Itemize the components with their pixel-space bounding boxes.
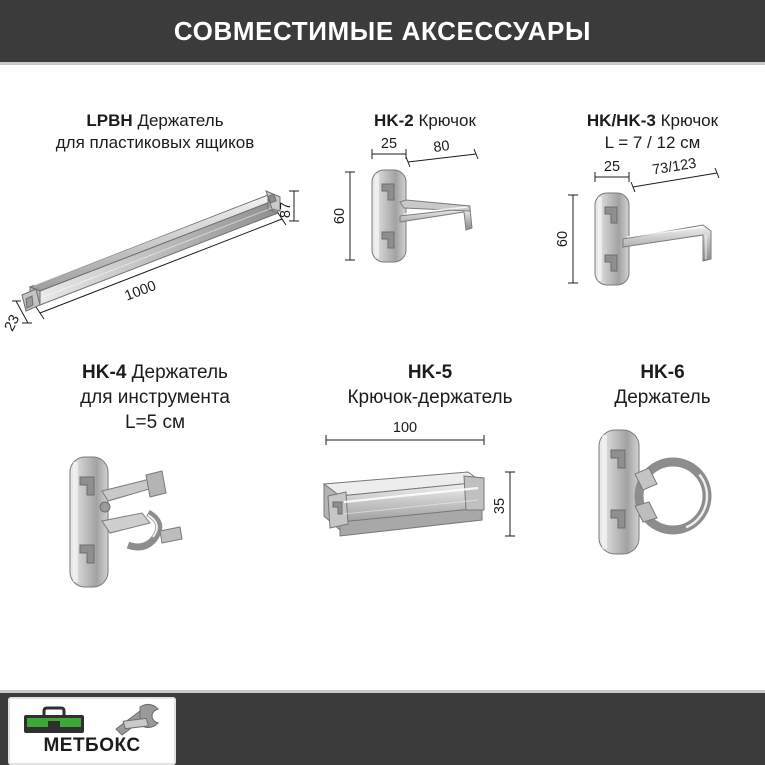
lpbh-illustration: [1, 155, 300, 345]
hk4-illustration: [10, 435, 300, 645]
accessory-caption: [10, 360, 300, 435]
dim-plate-height-label: 60: [332, 208, 348, 225]
accessory-code: HK-5: [407, 362, 453, 383]
page-header: [0, 0, 765, 62]
accessory-name: Держатель: [131, 362, 228, 383]
wrench-icon: [110, 703, 170, 737]
brand-logo: [8, 697, 176, 765]
accessory-card-hk6: [565, 360, 760, 680]
accessory-subtitle: для инструмента: [80, 387, 230, 409]
dim-height-label: 87: [278, 201, 294, 218]
accessory-drawing-hk3: [545, 155, 760, 345]
page-title: СОВМЕСТИМЫЕ АКСЕССУАРЫ: [173, 15, 592, 46]
accessory-name: Крючок: [418, 111, 476, 130]
accessory-name: Держатель: [137, 111, 224, 130]
dim-reach-label: 73/123: [651, 155, 698, 179]
accessory-card-hk4: [10, 360, 300, 680]
dim-reach-label: 80: [432, 138, 451, 157]
accessory-card-hk5: [300, 360, 560, 680]
accessory-subtitle: L = 7 / 12 см: [604, 133, 701, 153]
dim-length-label: 1000: [122, 277, 159, 305]
hk6-illustration: [565, 410, 760, 620]
accessory-drawing-hk4: [10, 435, 300, 645]
accessory-caption: [545, 110, 760, 155]
accessory-code: HK-4: [82, 362, 127, 383]
accessory-code: HK/HK-3: [586, 111, 656, 130]
accessories-grid: [0, 70, 765, 690]
accessory-name: Держатель: [614, 387, 711, 409]
accessory-caption: [565, 360, 760, 410]
dim-plate-width-label: 25: [603, 158, 621, 175]
accessory-name: Крючок: [660, 111, 719, 130]
toolbox-icon: [22, 705, 86, 735]
accessory-drawing-lpbh: [1, 155, 300, 345]
header-divider: [0, 62, 765, 65]
brand-name: МЕТБОКС: [43, 735, 141, 756]
dim-plate-width-label: 25: [380, 136, 398, 153]
accessory-caption: [320, 110, 530, 132]
dim-height-label: 35: [492, 498, 508, 515]
accessory-name: Крючок-держатель: [347, 387, 513, 409]
accessory-code: HK-6: [640, 362, 685, 383]
dim-plate-height-label: 60: [555, 230, 571, 247]
dim-depth-label: 23: [1, 312, 24, 334]
accessory-subtitle: для пластиковых ящиков: [55, 133, 255, 153]
hk3-illustration: [545, 155, 760, 345]
hk2-illustration: [320, 132, 530, 322]
dim-width-label: 100: [392, 420, 418, 437]
accessory-caption: [10, 110, 300, 155]
page-footer: [0, 693, 765, 765]
accessory-card-hk2: [320, 110, 530, 360]
accessory-code: HK-2: [374, 111, 414, 130]
accessory-drawing-hk2: [320, 132, 530, 322]
hk5-illustration: [300, 410, 560, 620]
accessory-subtitle-2: L=5 см: [124, 412, 186, 434]
accessory-drawing-hk6: [565, 410, 760, 620]
accessory-card-lpbh: [1, 110, 300, 360]
accessory-card-hk3: [545, 110, 760, 360]
accessory-drawing-hk5: [300, 410, 560, 620]
accessory-caption: [300, 360, 560, 410]
accessory-code: LPBH: [86, 111, 133, 130]
